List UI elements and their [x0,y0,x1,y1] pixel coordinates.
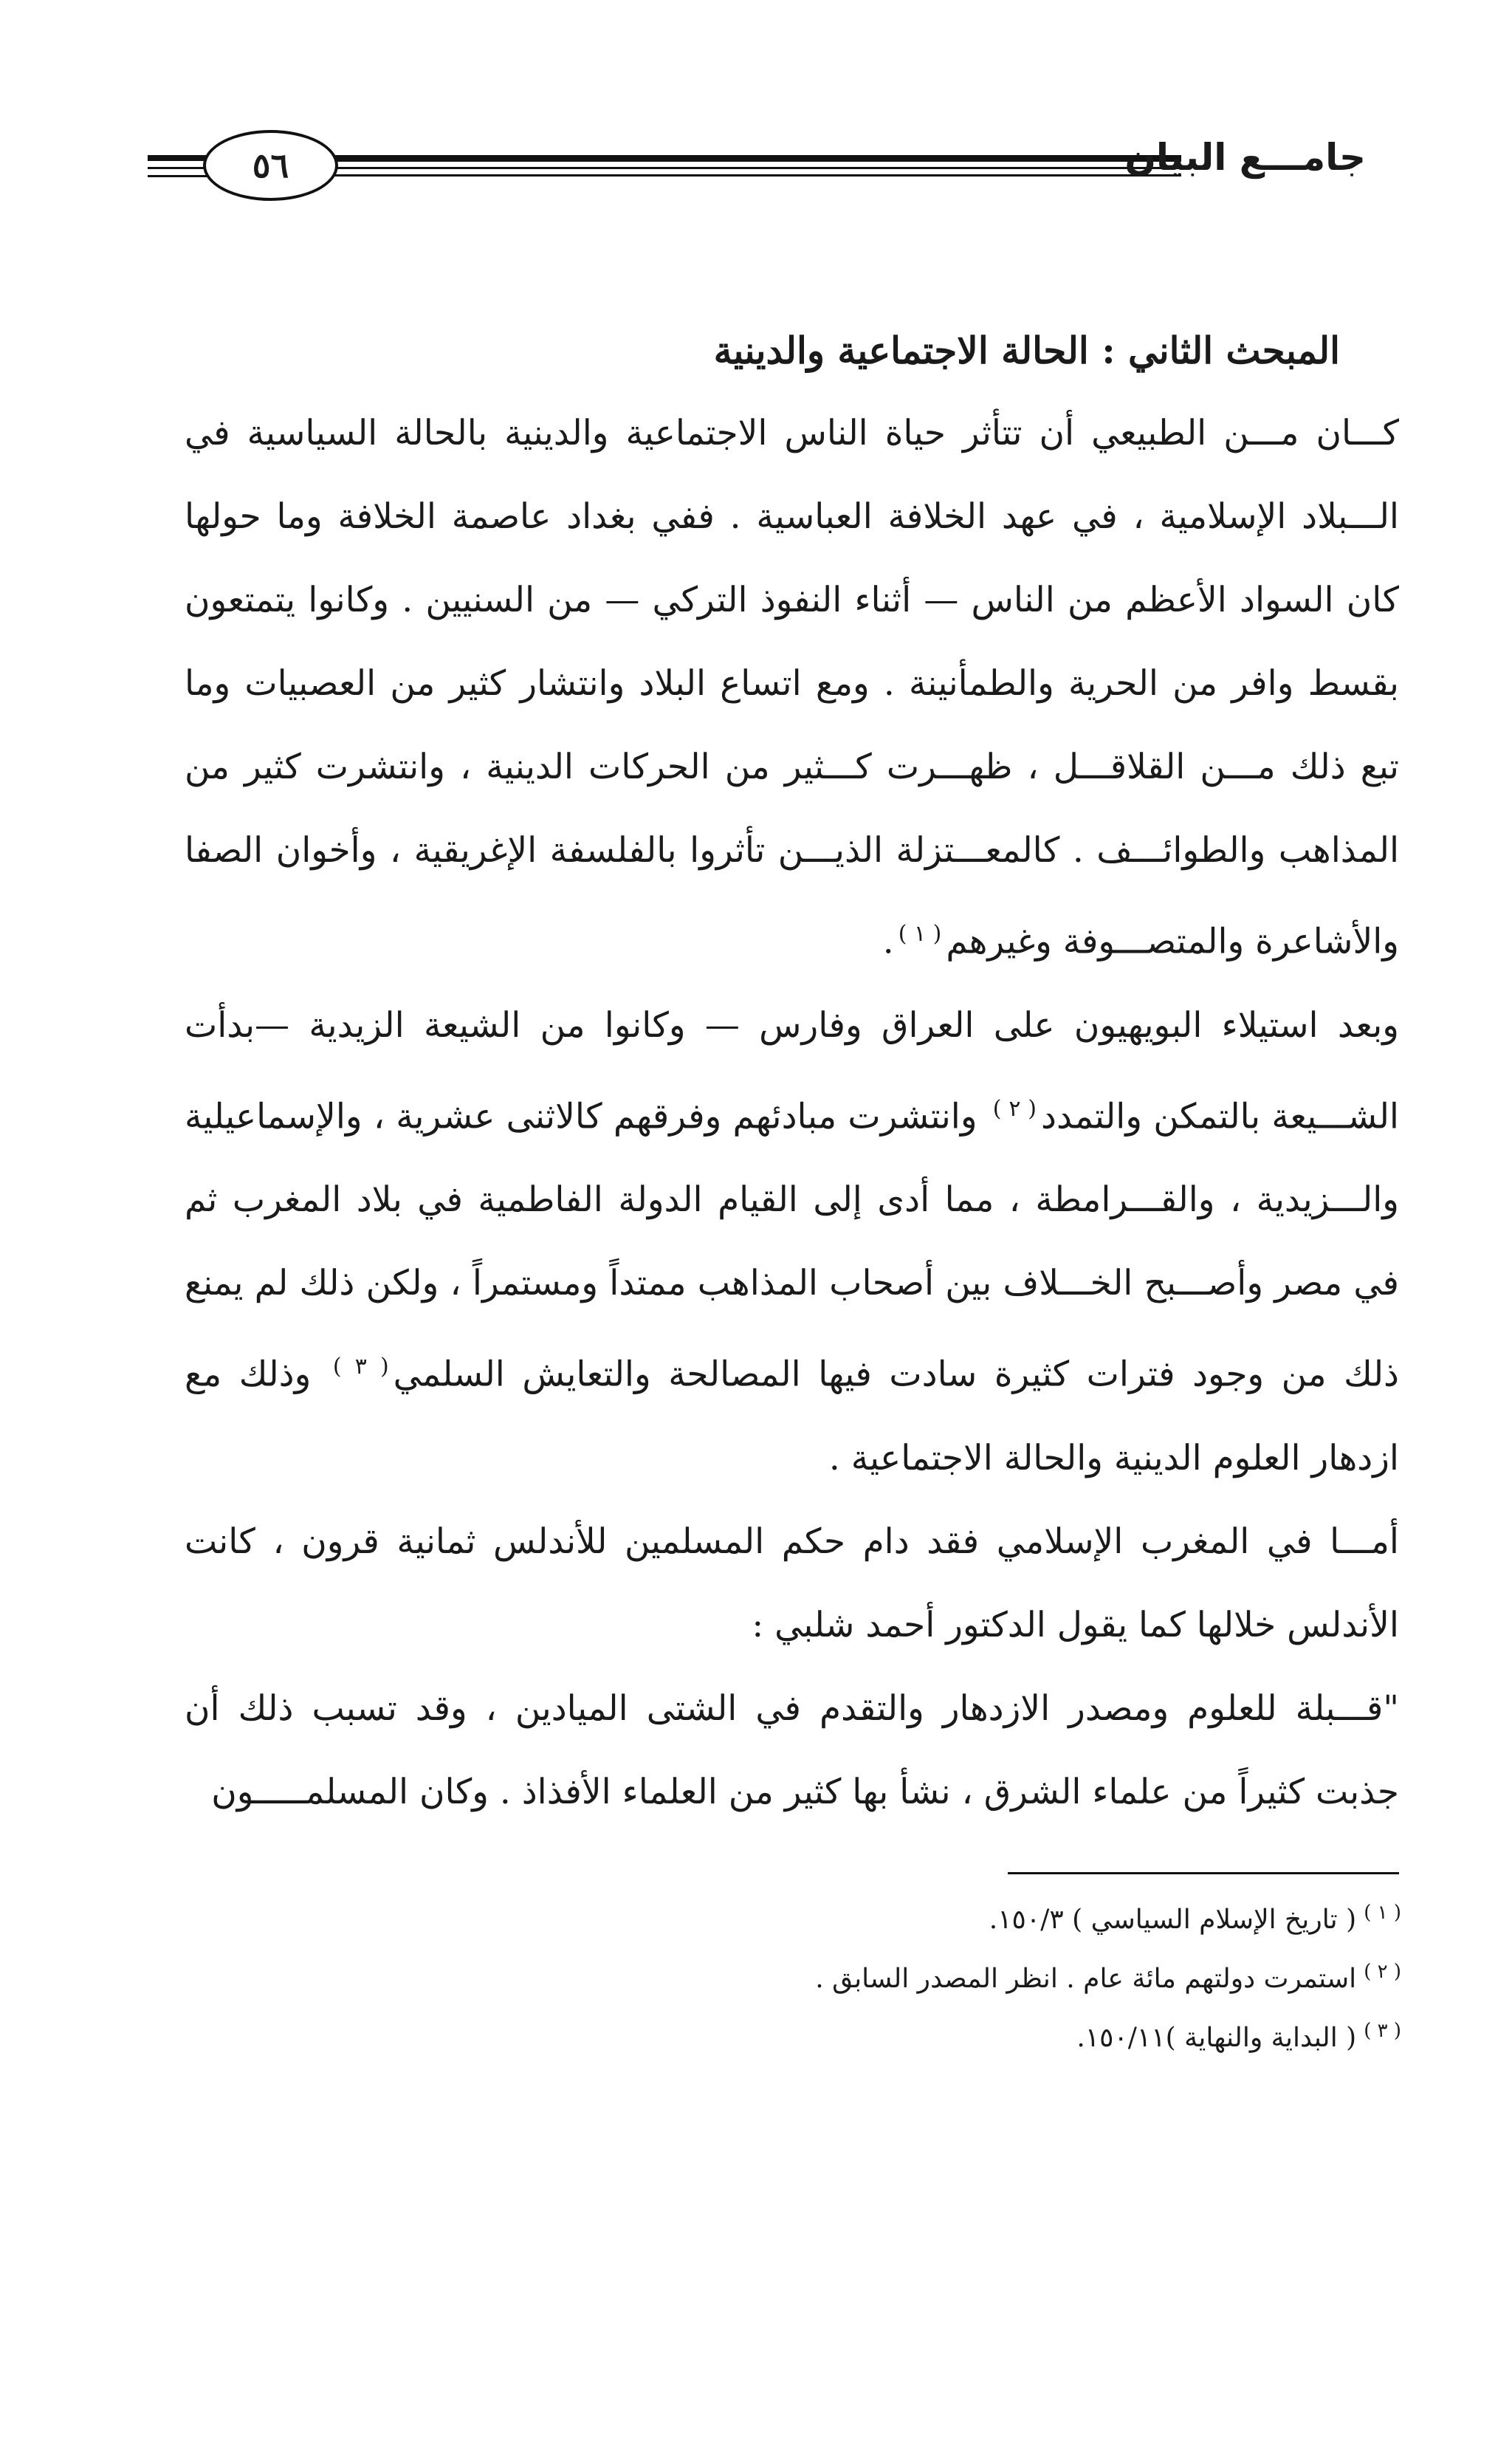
paragraph-2 [185,984,1399,1500]
paragraph-2-text-b: وانتشرت مبادئهم وفرقهم كالاثنى عشرية ، والإسماعيلية والـــزيدية ، والقـــرامطة ، مما أدى إلى القيام الدولة الفاطمية في بلاد المغرب ثم في مصر وأصـــبح الخـــلاف بين أصحاب المذاهب ممتداً ومستمراً ، ولكن ذلك لم يمنع ذلك من وجود فترات كثيرة سادت فيها المصالحة والتعايش السلمي [185,1096,1399,1395]
footnote-1-number: ( ١ ) [1364,1902,1401,1924]
footnote-1 [815,1887,1401,1946]
paragraph-1: كـــان مـــن الطبيعي أن تتأثر حياة الناس الاجتماعية والدينية بالحالة السياسية في الـــبلاد الإسلامية ، في عهد الخلافة العباسية . ففي بغداد عاصمة الخلافة وما حولها كان السواد الأعظم من الناس — أثناء النفوذ التركي — من السنيين . وكانوا يتمتعون بقسط وافر من الحرية والطمأنينة . ومع اتساع البلاد وانتشار كثير من العصبيات وما تبع ذلك مـــن القلاقـــل ، ظهـــرت كـــثير من الحركات الدينية ، وانتشرت كثير من المذاهب والطوائـــف . كالمعـــتزلة الذيـــن تأثروا بالفلسفة الإغريقية ، وأخوان الصفا والأشاعرة والمتصـــوفة وغيرهم$^{( ١ )}$. [185,413,1399,962]
paragraph-2-text-a: وبعد استيلاء البويهيون على العراق وفارس — وكانوا من الشيعة الزيدية —بدأت الشـــيعة بالتمكن والتمدد [185,1004,1399,1137]
paragraph-4 [185,1667,1399,1834]
footnote-ref-1: ( ١ ) [898,921,942,947]
book-title: جامـــع البيان [1124,136,1366,179]
paragraph-4-text: "قـــبلة للعلوم ومصدر الازدهار والتقدم في الشتى الميادين ، وقد تسبب ذلك أن جذبت كثيراً من علماء الشرق ، نشأ بها كثير من العلماء الأفذاذ . وكان المسلمـــــون [185,1687,1399,1812]
footnotes [815,1887,1401,2064]
footnote-3-text: ( البداية والنهاية )١٥٠/١١. [1076,2023,1357,2053]
footnote-3-number: ( ٣ ) [1364,2020,1401,2042]
footnote-2 [815,1946,1401,2005]
paragraph-2-text-c: وذلك مع ازدهار العلوم الدينية والحالة الاجتماعية . [185,1354,1399,1478]
paragraph-1-text: كـــان مـــن الطبيعي أن تتأثر حياة الناس الاجتماعية والدينية بالحالة السياسية في الـــبلاد الإسلامية ، في عهد الخلافة العباسية . ففي بغداد عاصمة الخلافة وما حولها كان السواد الأعظم من الناس — أثناء النفوذ التركي — من السنيين . وكانوا يتمتعون بقسط وافر من الحرية والطمأنينة . ومع اتساع البلاد وانتشار كثير من العصبيات وما تبع ذلك مـــن القلاقـــل ، ظهـــرت كـــثير من الحركات الدينية ، وانتشرت كثير من المذاهب والطوائـــف . كالمعـــتزلة الذيـــن تأثروا بالفلسفة الإغريقية ، وأخوان الصفا والأشاعرة والمتصـــوفة وغيرهم [185,413,1399,962]
header-rule [229,155,1181,177]
footnote-ref-2: ( ٢ ) [992,1095,1037,1122]
paragraph-3 [185,1500,1399,1667]
section-title: المبحث الثاني : الحالة الاجتماعية والدينية [713,329,1340,372]
page-number: ٥٦ [203,130,338,201]
footnote-3 [815,2005,1401,2064]
footnote-1-text: ( تاريخ الإسلام السياسي ) ١٥٠/٣. [989,1905,1357,1935]
footnote-2-number: ( ٢ ) [1364,1961,1401,1983]
paragraph-3-text: أمـــا في المغرب الإسلامي فقد دام حكم المسلمين للأندلس ثمانية قرون ، كانت الأندلس خلالها كما يقول الدكتور أحمد شلبي : [185,1521,1399,1645]
page-header [148,126,1366,207]
footnote-2-text: استمرت دولتهم مائة عام . انظر المصدر السابق . [815,1964,1357,1994]
footnote-ref-3: ( ٣ ) [332,1354,389,1380]
footnote-separator [1008,1872,1399,1874]
main-content [185,310,1399,1834]
